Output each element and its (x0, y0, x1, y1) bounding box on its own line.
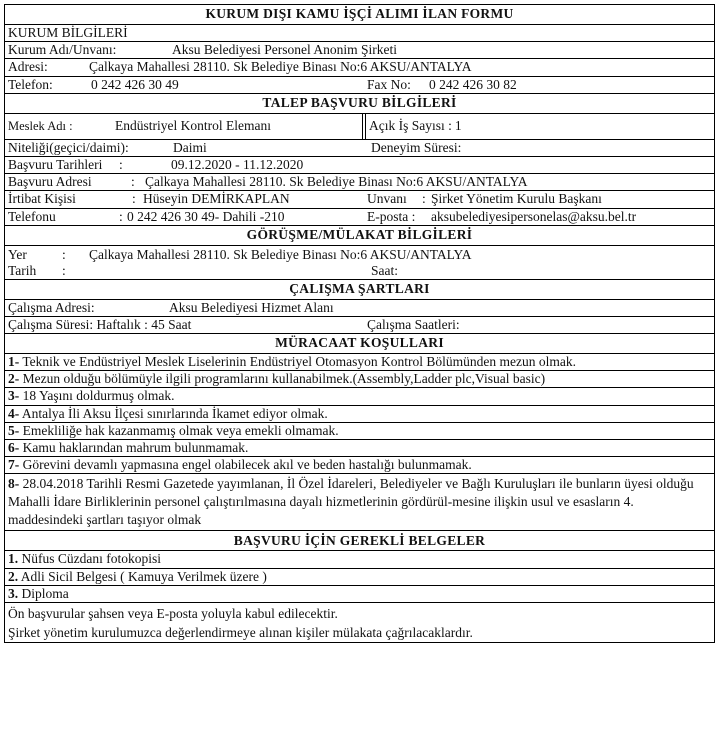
belge-num: 3. (8, 585, 19, 601)
belge-text: Diploma (18, 585, 69, 601)
place-label: Yer (8, 246, 27, 262)
apply-address-value: Çalkaya Mahallesi 28110. Sk Belediye Binası No:6 AKSU/ANTALYA (145, 174, 528, 190)
kurum-name-value: Aksu Belediyesi Personel Anonim Şirketi (172, 42, 397, 58)
openings-value: 1 (454, 118, 462, 134)
gorusme-section-title: GÖRÜŞME/MÜLAKAT BİLGİLERİ (246, 227, 473, 243)
job-name-cell (5, 114, 362, 139)
talep-section-header (4, 94, 715, 114)
dates-label: Başvuru Tarihleri (8, 156, 103, 172)
kosul-text: Görevini devamlı yapmasına engel olabilecek akıl ve beden hastalığı bulunmamak. (19, 457, 472, 473)
calisma-address-row (4, 300, 715, 317)
talep-phone-label: Telefonu (8, 208, 56, 224)
type-value: Daimi (173, 139, 207, 155)
talep-job-row (4, 114, 715, 140)
belge-text: Nüfus Cüzdanı fotokopisi (18, 551, 161, 567)
kurum-phone-label: Telefon: (8, 76, 53, 92)
kosul-text: Antalya İli Aksu İlçesi sınırlarında İkamet ediyor olmak. (19, 405, 328, 421)
kosul-item (4, 457, 715, 474)
belge-item (4, 586, 715, 603)
calisma-section-header (4, 280, 715, 300)
belgeler-section-title: BAŞVURU İÇİN GEREKLİ BELGELER (233, 532, 486, 548)
kurum-address-label: Adresi: (8, 59, 48, 75)
kosul-num: 2- (8, 371, 20, 387)
kosullar-section-title: MÜRACAAT KOŞULLARI (275, 335, 444, 351)
belge-item (4, 569, 715, 586)
calisma-section-title: ÇALIŞMA ŞARTLARI (289, 281, 430, 297)
kosul-num: 6- (8, 440, 20, 455)
belgeler-section-header (4, 531, 715, 551)
kurum-fax-label: Fax No: (367, 76, 411, 92)
kurum-phone-value: 0 242 426 30 49 (91, 76, 179, 92)
talep-dates-row: Başvuru Tarihleri : 09.12.2020 - 11.12.2020 (4, 157, 715, 174)
kosul-item (4, 440, 715, 457)
kosul-item (4, 371, 715, 388)
gorusme-section-header (4, 226, 715, 246)
kosul-num: 3- (8, 388, 20, 404)
belge-num: 2. (8, 568, 19, 584)
kosul-text: 28.04.2018 Tarihli Resmi Gazetede yayımlanan, İl Özel İdareleri, Belediyeler ve Bağlı Kuruluşları ile bunların üyesi olduğu Mahalli İdare Birliklerinin personel çalıştırılmasına dayalı hizmetlerinin gördürül-mesine ilişkin usul ve esasların 4. maddesindeki şartları taşıyor olmak (8, 476, 694, 528)
kosul-text: Mezun olduğu bölümüyle ilgili programlarını kullanabilmek.(Assembly,Ladder plc,Visual basic) (19, 371, 546, 387)
kosul-text: Teknik ve Endüstriyel Meslek Liselerinin Endüstriyel Otomasyon Kontrol Bölümünden mezun olmak. (19, 354, 576, 370)
kosul-num: 4- (8, 405, 20, 421)
experience-label: Deneyim Süresi: (371, 139, 462, 155)
place-value: Çalkaya Mahallesi 28110. Sk Belediye Binası No:6 AKSU/ANTALYA (89, 246, 472, 262)
work-hours-label: Çalışma Saatleri: (367, 316, 460, 332)
kurum-section-label-row (4, 25, 715, 42)
kurum-fax-value: 0 242 426 30 82 (429, 76, 517, 92)
kurum-address-row (4, 59, 715, 76)
email-label: E-posta : (367, 208, 416, 224)
note-line-1: Ön başvurular şahsen veya E-posta yoluyla kabul edilecektir. (8, 605, 338, 621)
email-value: aksubelediyesipersonelas@aksu.bel.tr (431, 208, 637, 224)
kosul-num: 5- (8, 422, 20, 438)
notes-box (4, 603, 715, 643)
kosul-item (4, 474, 715, 531)
job-name-value: Endüstriyel Kontrol Elemanı (115, 118, 271, 134)
job-posting-form (4, 4, 715, 643)
title-value: Şirket Yönetim Kurulu Başkanı (431, 191, 602, 207)
kosul-item (4, 354, 715, 371)
contact-label: İrtibat Kişisi (8, 191, 76, 207)
kosul-item (4, 423, 715, 440)
apply-address-label: Başvuru Adresi (8, 174, 92, 190)
form-title (4, 4, 715, 25)
form-title-text: KURUM DIŞI KAMU İŞÇİ ALIMI İLAN FORMU (205, 6, 514, 22)
openings-label: Açık İş Sayısı : (369, 118, 452, 134)
work-address-label: Çalışma Adresi: (8, 299, 95, 315)
talep-type-row (4, 140, 715, 157)
kosul-num: 1- (8, 354, 20, 370)
belge-text: Adli Sicil Belgesi ( Kamuya Verilmek üzere ) (18, 568, 267, 584)
belge-item (4, 551, 715, 568)
type-label: Niteliği(geçici/daimi): (8, 139, 129, 155)
kurum-phone-row (4, 77, 715, 94)
kosul-num: 8- (8, 476, 20, 492)
dates-value: 09.12.2020 - 11.12.2020 (171, 156, 304, 172)
calisma-duration-row (4, 317, 715, 334)
work-duration-label: Çalışma Süresi: Haftalık : 45 Saat (8, 316, 192, 332)
talep-phone-row: Telefonu : 0 242 426 30 49- Dahili -210 E-posta : aksubelediyesipersonelas@aksu.bel.tr (4, 209, 715, 226)
note-line-2: Şirket yönetim kurulumuzca değerlendirmeye alınan kişiler mülakata çağrılacaklardır. (8, 624, 473, 640)
talep-section-title: TALEP BAŞVURU BİLGİLERİ (262, 95, 457, 111)
kosul-text: Emekliliğe hak kazanmamış olmak veya emekli olmamak. (19, 422, 339, 438)
talep-apply-address-row: Başvuru Adresi : Çalkaya Mahallesi 28110. Sk Belediye Binası No:6 AKSU/ANTALYA (4, 174, 715, 191)
kurum-address-value: Çalkaya Mahallesi 28110. Sk Belediye Binası No:6 AKSU/ANTALYA (89, 59, 472, 75)
talep-contact-row: İrtibat Kişisi : Hüseyin DEMİRKAPLAN Unvanı : Şirket Yönetim Kurulu Başkanı (4, 191, 715, 208)
kurum-section-label: KURUM BİLGİLERİ (8, 25, 128, 40)
job-name-label: Meslek Adı : (8, 118, 73, 133)
kurum-name-row (4, 42, 715, 59)
kosul-text: 18 Yaşını doldurmuş olmak. (19, 388, 175, 404)
date-label: Tarih (8, 262, 37, 278)
time-label: Saat: (371, 262, 398, 278)
belge-num: 1. (8, 551, 19, 567)
kurum-name-label: Kurum Adı/Unvanı: (8, 42, 117, 58)
kosul-item (4, 406, 715, 423)
work-address-value: Aksu Belediyesi Hizmet Alanı (169, 299, 334, 315)
kosul-text: Kamu haklarından mahrum bulunmamak. (19, 440, 249, 455)
openings-cell (365, 114, 714, 139)
talep-phone-value: 0 242 426 30 49- Dahili -210 (127, 208, 285, 224)
kosullar-section-header (4, 334, 715, 354)
kosul-item (4, 388, 715, 405)
title-label: Unvanı (367, 191, 407, 207)
kosul-num: 7- (8, 457, 20, 473)
contact-value: Hüseyin DEMİRKAPLAN (143, 191, 290, 207)
gorusme-row: Yer : Çalkaya Mahallesi 28110. Sk Belediye Binası No:6 AKSU/ANTALYA Tarih : Saat: (4, 246, 715, 280)
